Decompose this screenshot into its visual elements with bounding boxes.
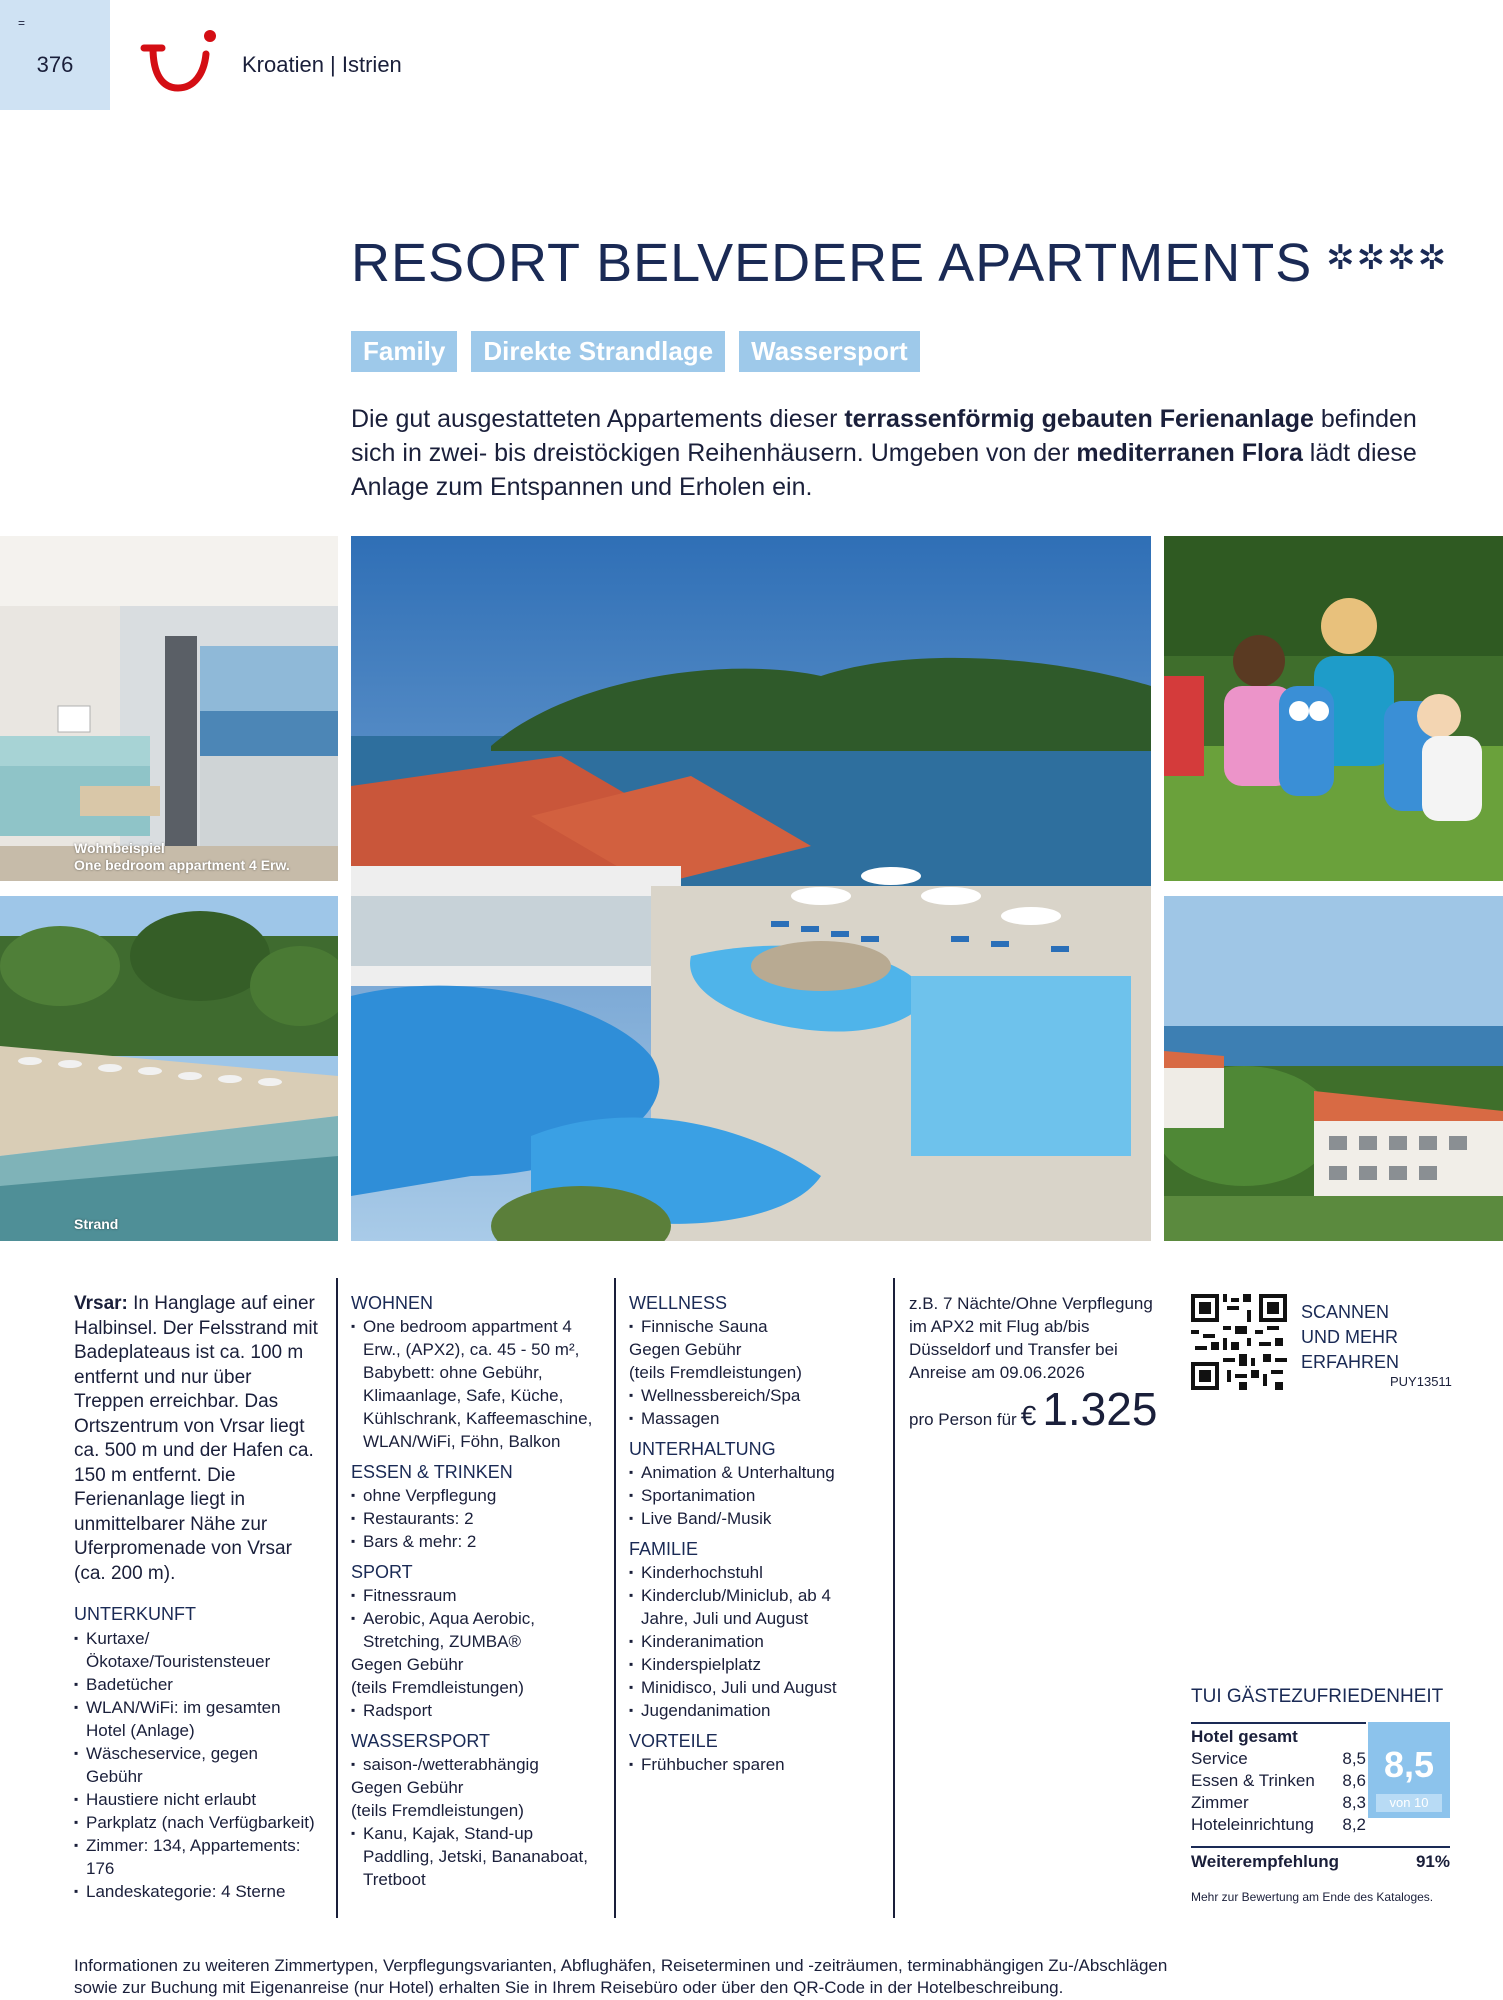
wassersport-list [351, 1753, 596, 1776]
list-item: ▪ saison-/wetterabhängig [351, 1753, 596, 1776]
room-caption-line: Wohnbeispiel [74, 840, 165, 856]
beach-illustration [0, 896, 338, 1241]
intro-part: befinden sich in zwei- bis dreistöckigen Reihenhäusern. Umgeben von der [351, 405, 1417, 467]
kids-illustration [1164, 536, 1503, 881]
rating-value: 8,6 [1342, 1771, 1366, 1790]
photo-room [0, 536, 338, 881]
section-familie-head: FAMILIE [629, 1539, 699, 1559]
list-item: ▪ Massagen [629, 1407, 879, 1430]
tag-family: Family [351, 331, 457, 372]
location-description: In Hanglage auf einer Halbinsel. Der Felsstrand mit Badeplateaus ist ca. 100 m entfernt und nur über Treppen erreichbar. Das Ortszentrum von Vrsar liegt ca. 500 m und der Hafen ca. 150 m entfernt. Die Ferienanlage liegt in unmittelbarer Nähe zur Uferpromenade von Vrsar (ca. 200 m). [74, 1293, 318, 1584]
price-line [909, 1382, 1157, 1436]
list-item: ▪ Live Band/-Musik [629, 1507, 879, 1530]
list-item: ▪ Kurtaxe/Ökotaxe/Touristensteuer [74, 1627, 319, 1673]
amenities-column-1 [351, 1292, 596, 1891]
rating-label: Hotel gesamt [1191, 1727, 1298, 1746]
menu-lines-icon: = [18, 16, 25, 30]
rating-label: Zimmer [1191, 1793, 1249, 1812]
qr-code-icon[interactable] [1191, 1294, 1287, 1390]
price-currency: € [1020, 1400, 1037, 1431]
price-per-person-label: pro Person für [909, 1410, 1017, 1429]
overall-score: 8,5 [1383, 1744, 1435, 1785]
recommendation-value: 91% [1415, 1852, 1450, 1871]
price-amount: 1.325 [1042, 1383, 1158, 1435]
section-vorteile-head: VORTEILE [629, 1731, 718, 1751]
rating-row [1191, 1770, 1366, 1792]
qr-text-line: SCANNEN [1301, 1302, 1390, 1322]
feature-tags [351, 331, 920, 372]
list-item: ▪ Kinderhochstuhl [629, 1561, 879, 1584]
tui-logo-icon [140, 26, 220, 92]
list-item: ▪ Haustiere nicht erlaubt [74, 1788, 319, 1811]
familie-list [629, 1561, 879, 1722]
unterhaltung-list [629, 1461, 879, 1530]
list-item: ▪ ohne Verpflegung [351, 1484, 596, 1507]
room-caption-line: One bedroom appartment 4 Erw. [74, 857, 290, 873]
rating-table [1191, 1722, 1366, 1836]
fee-note: Gegen Gebühr [629, 1340, 742, 1359]
intro-part: lädt diese Anlage zum Entspannen und Erholen ein. [351, 439, 1417, 501]
photo-kids [1164, 536, 1503, 881]
list-item: ▪ One bedroom appartment 4 Erw., (APX2), ca. 45 - 50 m², Babybett: ohne Gebühr, Klimaanlage, Safe, Küche, Kühlschrank, Kaffeemaschine, WLAN/WiFi, Föhn, Balkon [351, 1315, 596, 1453]
list-item: ▪ Restaurants: 2 [351, 1507, 596, 1530]
wellness-list [629, 1315, 879, 1338]
rating-value: 8,2 [1342, 1815, 1366, 1834]
qr-text-line: UND MEHR [1301, 1327, 1398, 1347]
list-item: ▪ Kinderclub/Miniclub, ab 4 Jahre, Juli und August [629, 1584, 879, 1630]
rating-label: Essen & Trinken [1191, 1771, 1315, 1790]
column-divider [336, 1278, 338, 1918]
rating-label: Service [1191, 1749, 1248, 1768]
rating-title: TUI GÄSTEZUFRIEDENHEIT [1191, 1686, 1444, 1707]
breadcrumb: Kroatien | Istrien [242, 52, 402, 77]
wassersport-fee-list [351, 1822, 596, 1891]
essen-list [351, 1484, 596, 1553]
column-divider [893, 1278, 895, 1918]
beach-caption: Strand [74, 1216, 119, 1232]
vorteile-list [629, 1753, 879, 1776]
list-item: ▪ Fitnessraum [351, 1584, 596, 1607]
unterkunft-list [74, 1627, 319, 1903]
photo-buildings [1164, 896, 1503, 1241]
list-item: ▪ Animation & Unterhaltung [629, 1461, 879, 1484]
list-item: ▪ Kanu, Kajak, Stand-up Paddling, Jetski, Bananaboat, Tretboot [351, 1822, 596, 1891]
overall-score-badge [1368, 1722, 1450, 1818]
list-item: ▪ Badetücher [74, 1673, 319, 1696]
fee-note: (teils Fremdleistungen) [629, 1363, 802, 1382]
fee-note: Gegen Gebühr [351, 1778, 464, 1797]
recommendation-row [1191, 1846, 1450, 1872]
list-item: ▪ Sportanimation [629, 1484, 879, 1507]
section-wohnen-head: WOHNEN [351, 1293, 433, 1313]
tag-watersport: Wassersport [739, 331, 920, 372]
section-sport-head: SPORT [351, 1562, 413, 1582]
list-item: ▪ Bars & mehr: 2 [351, 1530, 596, 1553]
list-item: ▪ Wellnessbereich/Spa [629, 1384, 879, 1407]
footer-note: Informationen zu weiteren Zimmertypen, Verpflegungsvarianten, Abflughäfen, Reiseterminen und -zeiträumen, terminabhängigen Zu-/Abschlägen sowie zur Buchung mit Eigenanreise (nur Hotel) erhalten Sie in Ihrem Reisebüro oder über den QR-Code in der Hotelbeschreibung. [74, 1956, 1168, 1997]
fee-note: (teils Fremdleistungen) [351, 1801, 524, 1820]
booking-code: PUY13511 [1390, 1374, 1452, 1389]
rating-value: 8,3 [1342, 1793, 1366, 1812]
sport-fee-list [351, 1699, 596, 1722]
score-scale: von 10 [1376, 1794, 1442, 1812]
location-text [74, 1292, 319, 1586]
rating-note: Mehr zur Bewertung am Ende des Kataloges. [1191, 1890, 1434, 1904]
location-column [74, 1292, 319, 1903]
sport-list [351, 1584, 596, 1653]
qr-text-line: ERFAHREN [1301, 1352, 1400, 1372]
fee-note: Gegen Gebühr [351, 1655, 464, 1674]
hotel-title [351, 232, 1448, 294]
hotel-name: RESORT BELVEDERE APARTMENTS [351, 233, 1313, 293]
list-item: ▪ Finnische Sauna [629, 1315, 879, 1338]
column-divider [614, 1278, 616, 1918]
list-item: ▪ Kinderspielplatz [629, 1653, 879, 1676]
list-item: ▪ Minidisco, Juli und August [629, 1676, 879, 1699]
rating-label: Hoteleinrichtung [1191, 1815, 1314, 1834]
location-name: Vrsar: [74, 1293, 128, 1314]
list-item: ▪ Kinderanimation [629, 1630, 879, 1653]
rating-overall-label [1191, 1726, 1366, 1748]
tag-beach: Direkte Strandlage [471, 331, 725, 372]
recommendation-label: Weiterempfehlung [1191, 1852, 1339, 1871]
list-item: ▪ Wäscheservice, gegen Gebühr [74, 1742, 319, 1788]
intro-bold: mediterranen Flora [1076, 439, 1303, 467]
qr-call-to-action [1301, 1300, 1399, 1375]
pool-illustration [351, 536, 1151, 1241]
room-caption [74, 840, 290, 874]
rating-row [1191, 1792, 1366, 1814]
section-unterhaltung-head: UNTERHALTUNG [629, 1439, 776, 1459]
list-item: ▪ Zimmer: 134, Appartements: 176 [74, 1834, 319, 1880]
list-item: ▪ Aerobic, Aqua Aerobic, Stretching, ZUMBA® [351, 1607, 596, 1653]
wellness-fee-list [629, 1384, 879, 1430]
list-item: ▪ Frühbucher sparen [629, 1753, 879, 1776]
rating-row [1191, 1814, 1366, 1836]
list-item: ▪ Jugendanimation [629, 1699, 879, 1722]
section-wassersport-head: WASSERSPORT [351, 1731, 491, 1751]
rating-value: 8,5 [1342, 1749, 1366, 1768]
amenities-column-2 [629, 1292, 879, 1776]
list-item: ▪ Landeskategorie: 4 Sterne [74, 1880, 319, 1903]
page-number: 376 [36, 52, 74, 77]
intro-part: Die gut ausgestatteten Appartements dieser [351, 405, 845, 433]
intro-text [351, 402, 1461, 504]
fee-note: (teils Fremdleistungen) [351, 1678, 524, 1697]
buildings-illustration [1164, 896, 1503, 1241]
hotel-stars: ✲✲✲✲ [1326, 239, 1449, 277]
section-essen-head: ESSEN & TRINKEN [351, 1462, 513, 1482]
room-illustration [0, 536, 338, 881]
list-item: ▪ Parkplatz (nach Verfügbarkeit) [74, 1811, 319, 1834]
intro-bold: terrassenförmig gebauten Ferienanlage [844, 405, 1314, 433]
wohnen-list [351, 1315, 596, 1453]
section-wellness-head: WELLNESS [629, 1293, 728, 1313]
photo-beach [0, 896, 338, 1241]
section-unterkunft-head: UNTERKUNFT [74, 1604, 196, 1624]
price-description: z.B. 7 Nächte/Ohne Verpflegung im APX2 mit Flug ab/bis Düsseldorf und Transfer bei Anreise am 09.06.2026 [909, 1294, 1153, 1382]
list-item: ▪ Radsport [351, 1699, 596, 1722]
rating-row [1191, 1748, 1366, 1770]
photo-pool [351, 536, 1151, 1241]
list-item: ▪ WLAN/WiFi: im gesamten Hotel (Anlage) [74, 1696, 319, 1742]
